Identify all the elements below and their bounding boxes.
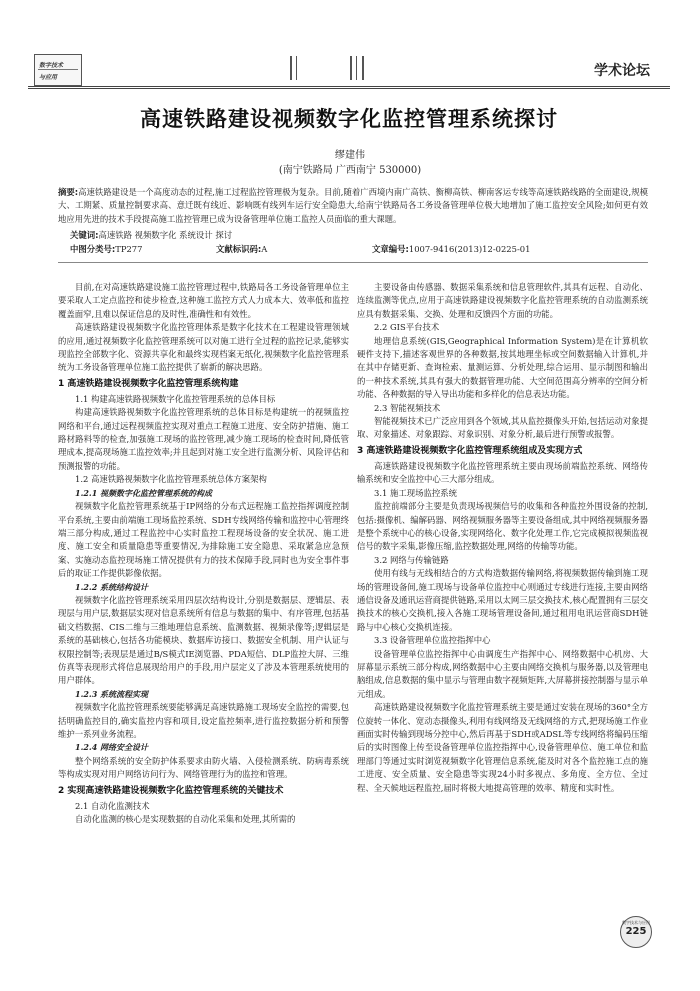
article-number <box>372 243 530 255</box>
abstract-label: 摘要: <box>58 187 79 197</box>
header-bar <box>290 56 292 80</box>
subsection-heading: 1.1 构建高速铁路视频数字化监控管理系统的总体目标 <box>75 393 276 404</box>
page-badge-tag: 数字技术与应用 <box>622 920 650 925</box>
journal-logo <box>34 54 82 86</box>
paragraph: 视频数字化监控管理系统要能够满足高速铁路施工现场安全监控的需要,包括明确监控目的,确实监控内容和项目,设定监控频率,进行监控数据分析和预警维护一系列业务流程。 <box>58 702 349 739</box>
paragraph: 自动化监测的核心是实现数据的自动化采集和处理,其所需的 <box>75 814 296 825</box>
subsubsection-heading: 1.2.2 系统结构设计 <box>75 581 149 592</box>
subsection-heading: 3.3 设备管理单位监控指挥中心 <box>374 635 491 646</box>
affiliation: (南宁铁路局 广西南宁 530000) <box>278 165 422 176</box>
article-label: 文章编号: <box>372 244 409 254</box>
paragraph: 主要设备由传感器、数据采集系统和信息管理软件,其具有远程、自动化、连续监测等优点,应用于高速铁路建设视频数字化监控管理系统的自动监测系统应具有数据采集、交换、处理和反馈四个方面的功能。 <box>357 282 648 319</box>
paragraph: 监控前端部分主要是负责现场视频信号的收集和各种监控外围设备的控制,包括:摄像机、编解码器、网络视频服务器等主要设备组成,其中网络视频服务器是整个系统中心的核心设备,实现网络化、数字化处理工作,它完成模拟视频监视信号的数字采集,影像压缩,监控数据处理,网络的传输等功能。 <box>357 501 648 552</box>
section-heading: 2 实现高速铁路建设视频数字化监控管理系统的关键技术 <box>58 785 284 796</box>
page-header <box>28 46 670 86</box>
page-number-badge <box>620 916 652 948</box>
subsection-heading: 3.1 施工现场监控系统 <box>374 487 457 498</box>
author: 缪建伟 <box>335 150 365 161</box>
subsubsection-heading: 1.2.4 网络安全设计 <box>75 742 149 753</box>
paragraph: 视频数字化监控管理系统基于IP网络的分布式远程施工监控指挥调度控制平台系统,主要由前端施工现场监控系统、SDH专线网络传输和监控中心管理终端三部分构成,通过工程监控中心实时监控工程现场设备的安全状况、施工进度、施工安全和质量隐患等重要情况,为排除施工安全隐患、采取紧急应急预案、实施动态监控现场施工情况提供有力的技术保障手段,同时也为安全事件事后的取证工作提供影像依据。 <box>58 501 349 579</box>
section-label: 学术论坛 <box>594 63 650 79</box>
paragraph: 高速铁路建设视频数字化监控管理系统主要是通过安装在现场的360°全方位旋转一体化、宽动态摄像头,利用有线网络及无线网络的方式,把现场施工作业画面实时传输到现场分控中心,然后再基于SDH或ADSL等专线网络将编码压缩后的实时图像上传至设备管理单位监控指挥中心,设备管理单位、施工单位和监理部门等通过实时浏览视频数字化管理信息系统,能及时对各个监控施工点的施工进度、安全质量、安全隐患等实现24小时多视点、多角度、全方位、全过程、全天候地远程监控,届时将极大地提高管理的效率、精度和实时性。 <box>357 702 648 793</box>
header-rule <box>28 88 670 89</box>
clc-number <box>70 243 142 255</box>
logo-divider <box>38 69 78 70</box>
header-bar <box>362 56 364 80</box>
subsection-heading: 2.3 智能视频技术 <box>374 402 441 413</box>
paragraph: 构建高速铁路视频数字化监控管理系统的总体目标是构建统一的视频监控网络和平台,通过远程视频监控实现对重点工程施工进度、安全防护措施、施工路材路料等的检查,加强施工现场的监控管理,减少施工现场的检查时间,降低管理成本,提高现场施工监控效率;并且起到对施工安全进行监测分析、风险评估和预测报警的功能。 <box>58 407 349 471</box>
paragraph: 目前,在对高速铁路建设施工监控管理过程中,铁路局各工务设备管理单位主要采取人工定点监控和徒步检查,这种施工监控方式人力成本大、效率低和监控覆盖面窄,且难以保证信息的及时性,准确性和有效性。 <box>58 282 349 319</box>
paragraph: 整个网络系统的安全防护体系要求由防火墙、入侵检测系统、防病毒系统等构成实现对用户网络访问行为、网络管理行为的监控和管理。 <box>58 755 349 780</box>
doc-label: 文献标识码: <box>216 244 262 254</box>
clc-value: TP277 <box>115 244 143 254</box>
paragraph: 高速铁路建设视频数字化监控管理系统主要由现场前端监控系统、网络传输系统和安全监控中心三大部分组成。 <box>357 460 648 485</box>
header-rule <box>28 86 670 87</box>
right-column <box>357 281 648 795</box>
article-title: 高速铁路建设视频数字化监控管理系统探讨 <box>140 107 558 131</box>
logo-line-2: 与应用 <box>39 74 58 81</box>
keywords-text: 高速铁路 视频数字化 系统设计 探讨 <box>98 230 233 240</box>
subsubsection-heading: 1.2.1 视频数字化监控管理系统的构成 <box>75 487 213 498</box>
document-code <box>216 243 267 255</box>
subsection-heading: 3.2 网络与传输链路 <box>374 554 449 565</box>
abstract-rule <box>58 262 648 263</box>
subsection-heading: 2.2 GIS平台技术 <box>374 322 440 333</box>
paragraph: 设备管理单位监控指挥中心由调度生产指挥中心、网络数据中心机房、大屏幕显示系统三部分构成,网络数据中心主要由网络交换机与服务器,以及管理电脑组成,信息数据的集中显示与管理由数字视频矩阵,大屏幕拼接控制器与显示单元组成。 <box>357 648 648 699</box>
subsection-heading: 1.2 高速铁路视频数字化监控管理系统总体方案架构 <box>75 474 267 485</box>
paragraph: 智能视频技术已广泛应用到各个领域,其从监控摄像头开始,包括运动对象提取、对象描述、对象跟踪、对象识别、对象分析,最后进行预警或报警。 <box>357 416 648 440</box>
keywords <box>70 229 232 241</box>
subsection-heading: 2.1 自动化监测技术 <box>75 800 150 811</box>
abstract-text: 高速铁路建设是一个高度动态的过程,施工过程监控管理极为复杂。目前,随着广西境内南广高铁、衡柳高铁、柳南客运专线等高速铁路线路的全面建设,规模大、工期紧、质量控制要求高、意迁既有线近、影响既有线列车运行安全隐患大,给南宁铁路局各工务设备管理单位极大地增加了施工监控安全风险;如何更有效地应用先进的技术手段提高施工监控管理已成为设备管理单位施工监控人员面临的重大课题。 <box>58 187 648 224</box>
clc-label: 中图分类号: <box>70 244 116 254</box>
abstract <box>58 186 648 226</box>
logo-line-1: 数字技术 <box>39 62 64 69</box>
doc-value: A <box>261 244 268 254</box>
header-bar <box>296 56 297 80</box>
paragraph: 视频数字化监控管理系统采用四层次结构设计,分别是数据层、逻辑层、表现层与用户层,数据层实现对信息系统所有信息与数据的集中、有序管理,包括基础文档数据、CIS二维与三维地理信息系统、监测数据、视频录像等;逻辑层是系统的基础核心,包括各功能模块、数据库访接口、数据安全机制、用户认证与权限控制等;表现层是通过B/S模式IE浏览器、PDA短信、DLP监控大屏、三维仿真等表现形式将信息展现给用户的手段,用户层定义了涉及本管理系统使用的用户群体。 <box>58 594 349 686</box>
paragraph: 地理信息系统(GIS,Geographical Information System)是在计算机软硬件支持下,描述客观世界的各种数据,按其地理坐标或空间数据输入计算机,并在其中存储更新、查询检索、量测运算、分析处理,综合运用、显示制图和输出的一种技术系统,其具有强大的数据管理功能、大空间范围高分辨率的空间分析功能、各种数据的导入导出功能和多样化的信息表达功能。 <box>357 335 648 400</box>
paragraph: 使用有线与无线相结合的方式构造数据传输网络,将视频数据传输到施工现场的管理设备间,施工现场与设备单位监控中心则通过专线进行连接,主要由网络通信设备及通讯运营商提供链路,采用以太网三层交换技术,核心配置拥有三层交换技术的核心交换机,接入各施工现场管理设备间,通过租用电讯运营商SDH链路与中心核心交换机连接。 <box>357 568 648 632</box>
subsubsection-heading: 1.2.3 系统流程实现 <box>75 688 149 699</box>
article-value: 1007-9416(2013)12-0225-01 <box>408 244 531 254</box>
section-heading: 3 高速铁路建设视频数字化监控管理系统组成及实现方式 <box>357 445 583 456</box>
keywords-label: 关键词: <box>70 230 99 240</box>
paragraph: 高速铁路建设视频数字化监控管理体系是数字化技术在工程建设管理领域的应用,通过视频数字化监控管理系统可以对施工进行全过程的监控记录,能够实现监控全部数字化、资源共享化和最终实现档案无纸化,视频数字化监控管理系统为工务设备管理单位施工监控提供了崭新的解决思路。 <box>58 322 349 373</box>
header-bar <box>350 56 352 80</box>
page-number: 225 <box>625 926 647 937</box>
section-heading: 1 高速铁路建设视频数字化监控管理系统构建 <box>58 378 239 389</box>
left-column <box>58 281 349 826</box>
header-bar <box>356 56 357 80</box>
